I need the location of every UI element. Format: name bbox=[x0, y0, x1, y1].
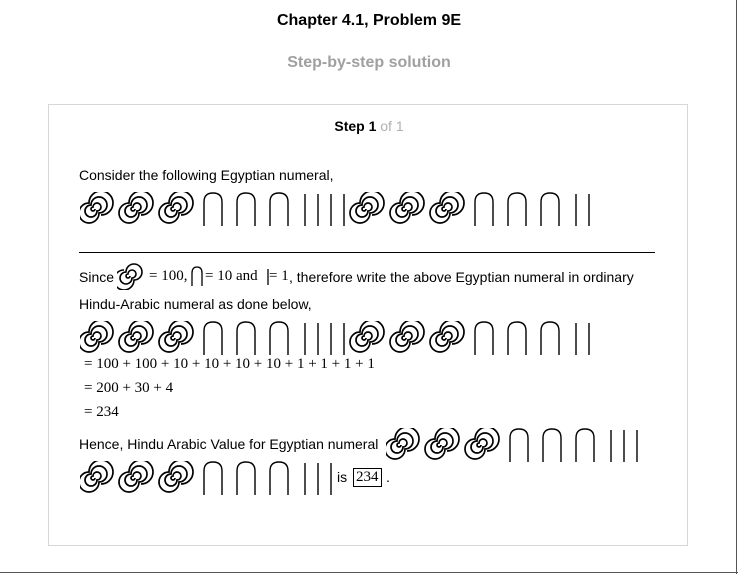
therefore-text: , therefore write the above Egyptian numeral in ordinary bbox=[289, 269, 634, 285]
heel-icon bbox=[541, 322, 559, 355]
egyptian-numeral-final-part-2 bbox=[80, 461, 340, 497]
coil-icon bbox=[80, 321, 113, 352]
heel-icon bbox=[508, 322, 526, 355]
egyptian-numeral-final-part-1 bbox=[386, 428, 646, 464]
intro-text: Consider the following Egyptian numeral, bbox=[79, 167, 334, 183]
chapter-title: Chapter 4.1, Problem 9E bbox=[276, 12, 462, 29]
coil-value: = 100, bbox=[149, 268, 188, 284]
heel-icon bbox=[204, 462, 222, 495]
coil-icon bbox=[430, 192, 464, 223]
coil-icon bbox=[159, 192, 193, 223]
egyptian-numeral-row-1 bbox=[80, 192, 600, 228]
coil-icon bbox=[350, 192, 384, 223]
step-number: Step 1 bbox=[334, 118, 377, 134]
heel-icon bbox=[508, 193, 526, 226]
coil-icon bbox=[159, 461, 193, 492]
step-total: of 1 bbox=[380, 118, 404, 134]
heel-icon bbox=[576, 429, 594, 462]
heel-icon bbox=[204, 322, 222, 355]
coil-icon bbox=[430, 321, 464, 352]
coil-icon bbox=[386, 428, 419, 459]
coil-icon bbox=[119, 461, 153, 492]
is-word: is bbox=[337, 469, 348, 485]
coil-icon bbox=[465, 428, 499, 459]
solution-subtitle: Step-by-step solution bbox=[287, 54, 451, 71]
calculation-line-1: = 100 + 100 + 10 + 10 + 10 + 10 + 1 + 1 + 1 + 1 bbox=[84, 356, 375, 372]
coil-icon bbox=[425, 428, 459, 459]
heel-icon bbox=[204, 193, 222, 226]
section-divider bbox=[79, 252, 655, 253]
since-label: Since bbox=[79, 269, 115, 285]
heel-icon bbox=[270, 193, 288, 226]
frame-bottom-edge bbox=[0, 572, 738, 573]
calculation-line-3: = 234 bbox=[84, 404, 119, 420]
heel-icon bbox=[270, 462, 288, 495]
heel-icon bbox=[237, 322, 255, 355]
calculation-line-2: = 200 + 30 + 4 bbox=[84, 380, 174, 396]
coil-icon bbox=[159, 321, 193, 352]
coil-icon bbox=[119, 321, 153, 352]
coil-icon bbox=[119, 192, 153, 223]
heel-icon bbox=[543, 429, 561, 462]
answer-box: 234 bbox=[353, 468, 382, 487]
heel-icon bbox=[190, 266, 204, 286]
frame-right-edge bbox=[736, 0, 737, 574]
egyptian-numeral-row-2 bbox=[80, 321, 600, 357]
heel-icon bbox=[510, 429, 528, 462]
final-period: . bbox=[386, 469, 390, 485]
heel-icon bbox=[270, 322, 288, 355]
hence-text: Hence, Hindu Arabic Value for Egyptian numeral bbox=[79, 436, 379, 452]
heel-icon bbox=[237, 193, 255, 226]
hindu-arabic-line: Hindu-Arabic numeral as done below, bbox=[79, 296, 312, 312]
stroke-value: = 1 bbox=[269, 268, 289, 284]
coil-icon bbox=[350, 321, 384, 352]
heel-icon bbox=[237, 462, 255, 495]
coil-icon bbox=[390, 321, 424, 352]
and-word: and bbox=[236, 268, 258, 284]
coil-icon bbox=[80, 461, 113, 492]
coil-icon bbox=[390, 192, 424, 223]
heel-icon bbox=[541, 193, 559, 226]
heel-value: = 10 bbox=[205, 268, 233, 284]
heel-icon bbox=[475, 193, 493, 226]
coil-icon bbox=[117, 262, 143, 290]
heel-icon bbox=[475, 322, 493, 355]
coil-icon bbox=[80, 192, 113, 223]
step-label bbox=[0, 118, 738, 134]
